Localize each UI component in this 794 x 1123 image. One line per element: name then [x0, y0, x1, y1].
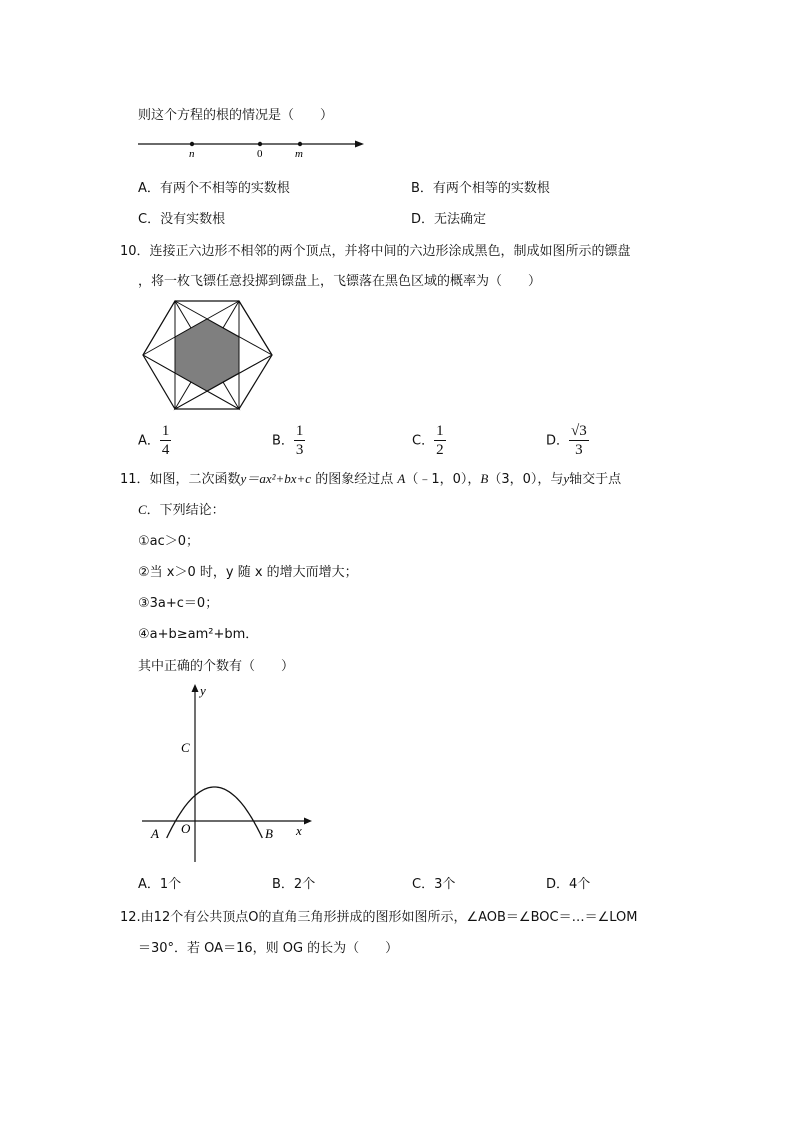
label-a: A	[151, 826, 159, 841]
q11-line1: 11．如图，二次函数y＝ax²+bx+c 的图象经过点 A（﹣1，0），B（3，0），与y轴交于点	[120, 471, 622, 487]
label-b: B	[265, 826, 273, 841]
q11-conclusion-1: ①ac＞0；	[138, 534, 200, 549]
q11-conclusion-2: ②当 x＞0 时，y 随 x 的增大而增大；	[138, 565, 358, 580]
q11-line2: C．下列结论：	[138, 502, 225, 518]
q11-option-a: A．1个	[138, 877, 182, 892]
q9-option-d: D．无法确定	[411, 212, 487, 227]
number-line-figure	[136, 134, 368, 164]
q11-option-c: C．3个	[412, 877, 456, 892]
label-c: C	[181, 740, 190, 755]
label-zero: 0	[257, 148, 263, 160]
label-m: m	[295, 148, 303, 160]
point-n	[190, 142, 194, 146]
label-x: x	[296, 823, 302, 838]
shaded-inner-hexagon	[175, 319, 239, 391]
q10-line2: ，将一枚飞镖任意投掷到镖盘上，飞镖落在黑色区域的概率为（ ）	[138, 274, 542, 289]
q11-ask: 其中正确的个数有（ ）	[138, 659, 295, 674]
q11-option-b: B．2个	[272, 877, 316, 892]
q12-line1: 12.由12个有公共顶点O的直角三角形拼成的图形如图所示，∠AOB＝∠BOC＝…＝∠LOM	[120, 910, 638, 925]
q10-option-b: B． $\frac{1}{3}$	[272, 423, 304, 458]
number-line-arrow	[355, 141, 364, 148]
q9-option-c: C．没有实数根	[138, 212, 226, 227]
point-m	[298, 142, 302, 146]
hexagon-dartboard-figure	[140, 298, 276, 414]
label-o: O	[181, 821, 191, 836]
q12-line2: ＝30°．若 OA＝16，则 OG 的长为（ ）	[138, 941, 399, 956]
q9-option-b: B．有两个相等的实数根	[411, 181, 550, 196]
q9-option-a: A．有两个不相等的实数根	[138, 181, 290, 196]
q10-line1: 10．连接正六边形不相邻的两个顶点，并将中间的六边形涂成黑色，制成如图所示的镖盘	[120, 244, 631, 259]
y-axis-arrow	[192, 684, 199, 692]
point-zero	[258, 142, 262, 146]
label-y: y	[200, 683, 206, 698]
q9-stem: 则这个方程的根的情况是（ ）	[138, 108, 334, 123]
q11-option-d: D．4个	[546, 877, 591, 892]
q11-conclusion-3: ③3a+c＝0；	[138, 596, 219, 611]
x-axis-arrow	[304, 818, 312, 825]
q11-conclusion-4: ④a+b≥am²+bm．	[138, 627, 259, 642]
q10-option-d: D． $\frac{√3}{3}$	[546, 423, 587, 458]
q10-option-c: C． $\frac{1}{2}$	[412, 423, 444, 458]
parabola-graph-figure	[140, 680, 316, 864]
label-n: n	[189, 148, 195, 160]
q10-option-a: A． $\frac{1}{4}$	[138, 423, 170, 458]
